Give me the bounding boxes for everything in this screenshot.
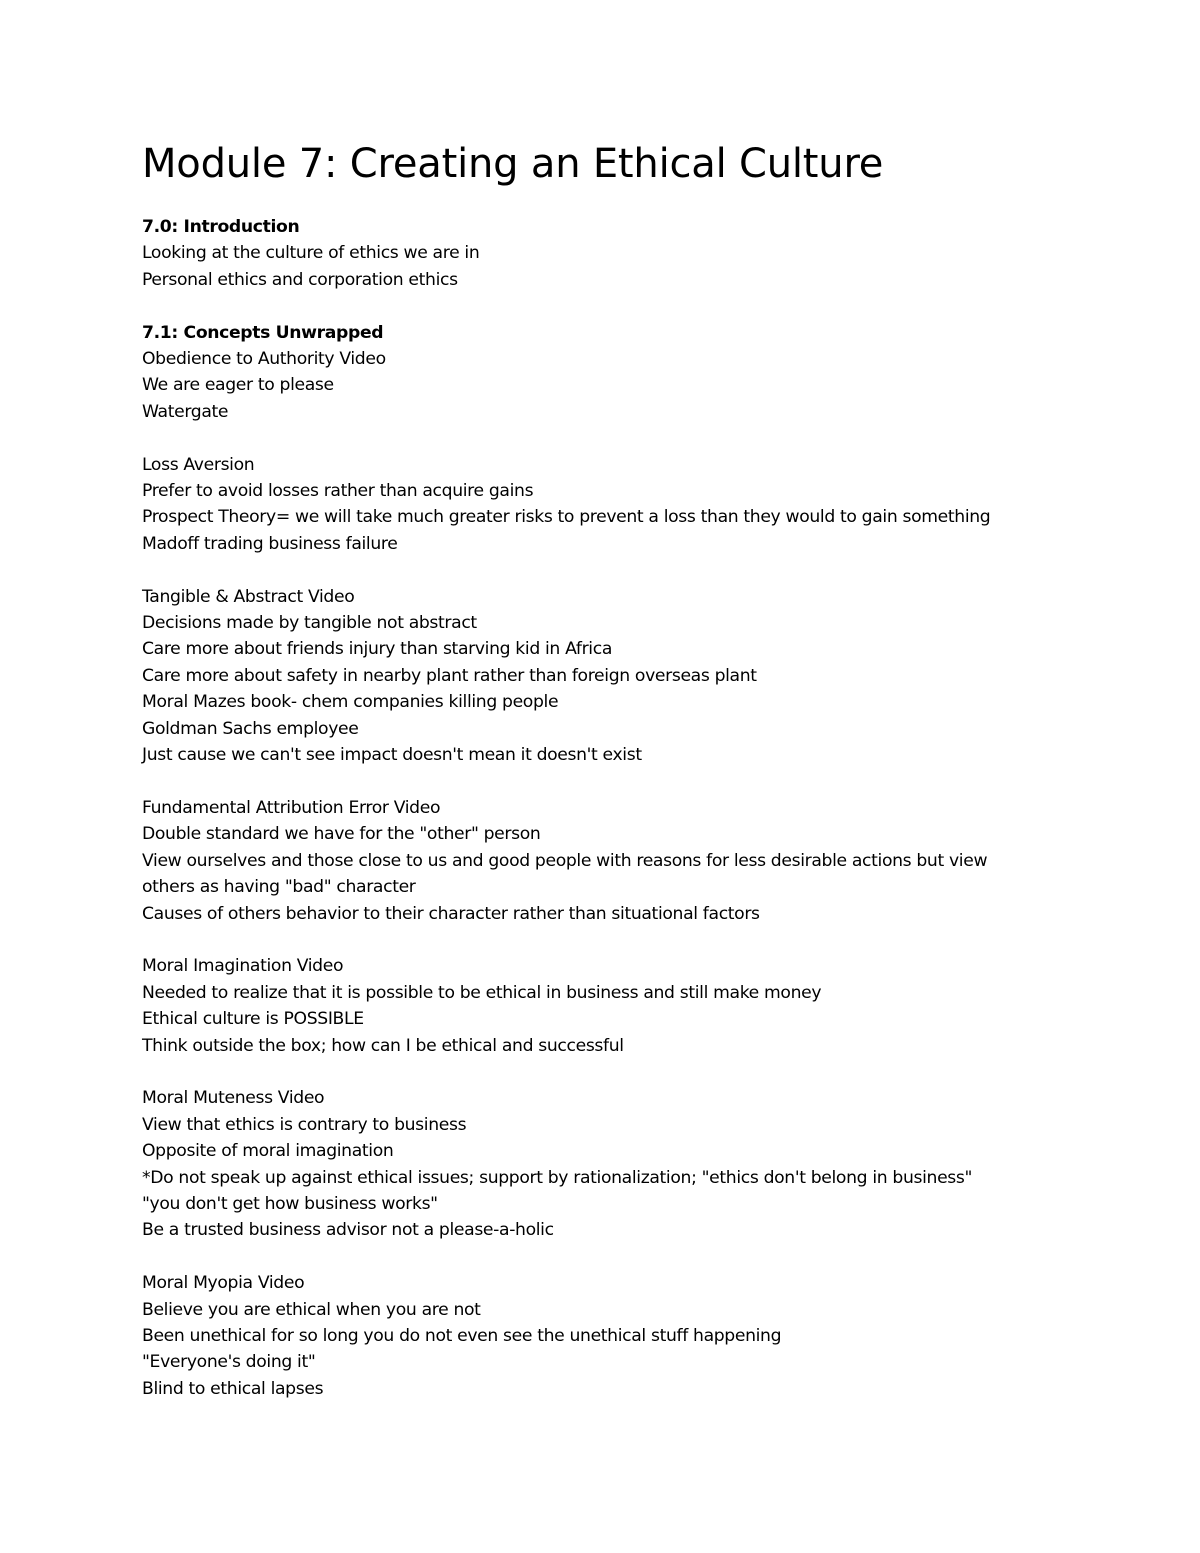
section-heading: 7.0: Introduction bbox=[142, 217, 300, 237]
note-line: *Do not speak up against ethical issues; support by rationalization; "ethics don't belong in business" bbox=[142, 1167, 973, 1188]
topic-heading: Moral Myopia Video bbox=[142, 1273, 305, 1294]
note-line: Goldman Sachs employee bbox=[142, 718, 359, 739]
page-title: Module 7: Creating an Ethical Culture bbox=[142, 141, 884, 187]
note-line: Prefer to avoid losses rather than acquire gains bbox=[142, 481, 534, 502]
note-line: "Everyone's doing it" bbox=[142, 1352, 316, 1373]
note-line: Double standard we have for the "other" person bbox=[142, 824, 541, 845]
note-line: Moral Mazes book- chem companies killing people bbox=[142, 692, 559, 713]
section-introduction bbox=[142, 214, 1042, 293]
note-line: Care more about friends injury than starving kid in Africa bbox=[142, 639, 613, 660]
topic-heading: Moral Imagination Video bbox=[142, 956, 344, 977]
note-line: Madoff trading business failure bbox=[142, 533, 398, 554]
note-line: View that ethics is contrary to business bbox=[142, 1114, 467, 1135]
note-line: Prospect Theory= we will take much greater risks to prevent a loss than they would to gain something bbox=[142, 507, 991, 528]
note-line: Causes of others behavior to their character rather than situational factors bbox=[142, 903, 760, 924]
topic-heading: Fundamental Attribution Error Video bbox=[142, 797, 441, 818]
section-moral-imagination bbox=[142, 953, 1042, 1059]
topic-heading: Moral Muteness Video bbox=[142, 1088, 325, 1109]
note-line: View ourselves and those close to us and good people with reasons for less desirable actions but view others as having "bad" character bbox=[142, 850, 988, 898]
note-line: Watergate bbox=[142, 401, 229, 422]
topic-heading: Obedience to Authority Video bbox=[142, 349, 386, 370]
section-tangible-abstract bbox=[142, 584, 1042, 769]
note-line: Believe you are ethical when you are not bbox=[142, 1299, 481, 1320]
section-concepts-unwrapped bbox=[142, 320, 1042, 426]
note-line: Personal ethics and corporation ethics bbox=[142, 269, 458, 290]
note-line: Blind to ethical lapses bbox=[142, 1378, 324, 1399]
note-line: Needed to realize that it is possible to be ethical in business and still make money bbox=[142, 982, 822, 1003]
note-line: Looking at the culture of ethics we are in bbox=[142, 243, 480, 264]
note-line: "you don't get how business works" bbox=[142, 1193, 438, 1214]
section-moral-muteness bbox=[142, 1085, 1042, 1243]
note-line: We are eager to please bbox=[142, 375, 334, 396]
section-heading: 7.1: Concepts Unwrapped bbox=[142, 322, 384, 343]
topic-heading: Tangible & Abstract Video bbox=[142, 586, 355, 607]
note-line: Ethical culture is POSSIBLE bbox=[142, 1009, 364, 1030]
section-fundamental-attribution-error bbox=[142, 795, 1042, 927]
note-line: Just cause we can't see impact doesn't mean it doesn't exist bbox=[142, 745, 642, 766]
note-line: Care more about safety in nearby plant rather than foreign overseas plant bbox=[142, 665, 757, 686]
section-loss-aversion bbox=[142, 452, 1042, 558]
document-content bbox=[142, 138, 1042, 1402]
note-line: Decisions made by tangible not abstract bbox=[142, 613, 477, 634]
note-line: Been unethical for so long you do not even see the unethical stuff happening bbox=[142, 1325, 782, 1346]
note-line: Opposite of moral imagination bbox=[142, 1141, 394, 1162]
note-line: Be a trusted business advisor not a please-a-holic bbox=[142, 1220, 554, 1241]
section-moral-myopia bbox=[142, 1270, 1042, 1402]
note-line: Think outside the box; how can I be ethical and successful bbox=[142, 1035, 624, 1056]
topic-heading: Loss Aversion bbox=[142, 454, 255, 475]
